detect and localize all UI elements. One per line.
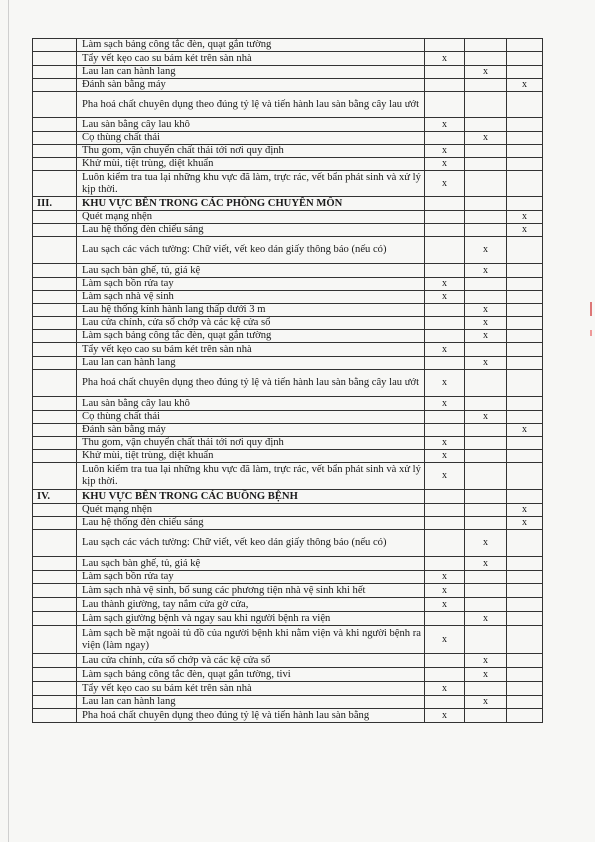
table-row — [33, 291, 543, 304]
frequency-mark-col1 — [425, 39, 465, 52]
task-label: Làm sạch nhà vệ sinh, bổ sung các phương tiện nhà vệ sinh khi hết — [77, 584, 425, 598]
row-number — [33, 264, 77, 278]
frequency-mark-col2: x — [465, 264, 507, 278]
task-label: Luôn kiểm tra tua lại những khu vực đã làm, trực rác, vết bẩn phát sinh và xử lý kịp thời. — [77, 463, 425, 490]
task-label: Thu gom, vận chuyển chất thải tới nơi quy định — [77, 145, 425, 158]
row-number — [33, 437, 77, 450]
table-row — [33, 696, 543, 709]
table-row — [33, 682, 543, 696]
frequency-mark-col3 — [507, 490, 543, 504]
row-number — [33, 278, 77, 291]
row-number — [33, 224, 77, 237]
frequency-mark-col2 — [465, 682, 507, 696]
frequency-mark-col1 — [425, 132, 465, 145]
task-label: Làm sạch bảng công tắc đèn, quạt gắn tường — [77, 330, 425, 343]
table-row — [33, 424, 543, 437]
frequency-mark-col3 — [507, 612, 543, 626]
row-number — [33, 291, 77, 304]
frequency-mark-col2: x — [465, 696, 507, 709]
task-label: Lau thành giường, tay nắm cửa gờ cửa, — [77, 598, 425, 612]
frequency-mark-col1 — [425, 304, 465, 317]
table-row — [33, 517, 543, 530]
frequency-mark-col2 — [465, 463, 507, 490]
cleaning-schedule-table — [32, 38, 543, 723]
task-label: Làm sạch nhà vệ sinh — [77, 291, 425, 304]
task-label: Thu gom, vận chuyển chất thải tới nơi quy định — [77, 437, 425, 450]
frequency-mark-col1 — [425, 490, 465, 504]
task-label: Làm sạch bảng công tắc đèn, quạt gắn tường — [77, 39, 425, 52]
frequency-mark-col3 — [507, 682, 543, 696]
frequency-mark-col2: x — [465, 304, 507, 317]
frequency-mark-col1: x — [425, 571, 465, 584]
frequency-mark-col1 — [425, 224, 465, 237]
frequency-mark-col1: x — [425, 397, 465, 411]
task-label: Làm sạch bồn rửa tay — [77, 278, 425, 291]
task-label: Pha hoá chất chuyên dụng theo đúng tỷ lệ và tiến hành lau sàn bằng cây lau ướt — [77, 92, 425, 118]
frequency-mark-col3 — [507, 278, 543, 291]
frequency-mark-col2 — [465, 171, 507, 197]
frequency-mark-col2 — [465, 291, 507, 304]
frequency-mark-col3 — [507, 317, 543, 330]
frequency-mark-col1: x — [425, 682, 465, 696]
table-row — [33, 557, 543, 571]
task-label: Làm sạch bảng công tắc đèn, quạt gắn tường, tivi — [77, 668, 425, 682]
table-row — [33, 224, 543, 237]
task-label: Luôn kiểm tra tua lại những khu vực đã làm, trực rác, vết bẩn phát sinh và xử lý kịp thời. — [77, 171, 425, 197]
frequency-mark-col3 — [507, 264, 543, 278]
task-label: Lau cửa chính, cửa sổ chớp và các kệ cửa sổ — [77, 654, 425, 668]
task-label: Làm sạch giường bệnh và ngay sau khi người bệnh ra viện — [77, 612, 425, 626]
frequency-mark-col1: x — [425, 158, 465, 171]
frequency-mark-col2 — [465, 504, 507, 517]
frequency-mark-col2 — [465, 370, 507, 397]
frequency-mark-col2 — [465, 424, 507, 437]
frequency-mark-col3 — [507, 668, 543, 682]
frequency-mark-col1: x — [425, 450, 465, 463]
table-row — [33, 668, 543, 682]
frequency-mark-col3 — [507, 654, 543, 668]
table-row — [33, 654, 543, 668]
frequency-mark-col3 — [507, 530, 543, 557]
task-label: Lau hệ thống đèn chiếu sáng — [77, 224, 425, 237]
frequency-mark-col3 — [507, 357, 543, 370]
table-row — [33, 79, 543, 92]
table-row — [33, 370, 543, 397]
task-label: Tẩy vết kẹo cao su bám két trên sàn nhà — [77, 343, 425, 357]
row-number — [33, 52, 77, 66]
frequency-mark-col1 — [425, 66, 465, 79]
frequency-mark-col2: x — [465, 557, 507, 571]
task-label: Lau lan can hành lang — [77, 66, 425, 79]
frequency-mark-col2: x — [465, 668, 507, 682]
row-number — [33, 530, 77, 557]
margin-mark — [590, 330, 592, 336]
frequency-mark-col3: x — [507, 79, 543, 92]
table-row — [33, 304, 543, 317]
frequency-mark-col1 — [425, 317, 465, 330]
frequency-mark-col2: x — [465, 330, 507, 343]
frequency-mark-col1: x — [425, 463, 465, 490]
frequency-mark-col3 — [507, 52, 543, 66]
frequency-mark-col3 — [507, 343, 543, 357]
row-number — [33, 463, 77, 490]
row-number — [33, 171, 77, 197]
frequency-mark-col1 — [425, 668, 465, 682]
row-number — [33, 654, 77, 668]
row-number — [33, 357, 77, 370]
row-number — [33, 66, 77, 79]
frequency-mark-col3 — [507, 709, 543, 723]
frequency-mark-col2 — [465, 118, 507, 132]
section-header-row — [33, 197, 543, 211]
table-row — [33, 158, 543, 171]
row-number — [33, 304, 77, 317]
row-number — [33, 696, 77, 709]
frequency-mark-col2: x — [465, 411, 507, 424]
row-number — [33, 571, 77, 584]
frequency-mark-col3: x — [507, 224, 543, 237]
frequency-mark-col1 — [425, 654, 465, 668]
frequency-mark-col1 — [425, 92, 465, 118]
frequency-mark-col3 — [507, 197, 543, 211]
row-number — [33, 370, 77, 397]
task-label: Lau sạch các vách tường: Chữ viết, vết keo dán giấy thông báo (nếu có) — [77, 530, 425, 557]
row-number — [33, 424, 77, 437]
frequency-mark-col2 — [465, 224, 507, 237]
section-title: KHU VỰC BÊN TRONG CÁC PHÒNG CHUYÊN MÔN — [77, 197, 425, 211]
frequency-mark-col1 — [425, 424, 465, 437]
table-row — [33, 397, 543, 411]
row-number — [33, 411, 77, 424]
task-label: Lau sàn bằng cây lau khô — [77, 118, 425, 132]
frequency-mark-col1 — [425, 557, 465, 571]
frequency-mark-col2 — [465, 52, 507, 66]
table-row — [33, 39, 543, 52]
frequency-mark-col3 — [507, 370, 543, 397]
frequency-mark-col1: x — [425, 278, 465, 291]
frequency-mark-col2 — [465, 197, 507, 211]
row-number — [33, 330, 77, 343]
frequency-mark-col3 — [507, 437, 543, 450]
frequency-mark-col1: x — [425, 171, 465, 197]
frequency-mark-col2 — [465, 709, 507, 723]
row-number — [33, 668, 77, 682]
table-row — [33, 463, 543, 490]
table-row — [33, 530, 543, 557]
table-row — [33, 132, 543, 145]
row-number — [33, 158, 77, 171]
table-row — [33, 278, 543, 291]
frequency-mark-col3 — [507, 557, 543, 571]
frequency-mark-col3 — [507, 304, 543, 317]
frequency-mark-col3 — [507, 450, 543, 463]
row-number — [33, 39, 77, 52]
frequency-mark-col2: x — [465, 66, 507, 79]
row-number — [33, 612, 77, 626]
table-row — [33, 145, 543, 158]
frequency-mark-col2: x — [465, 237, 507, 264]
frequency-mark-col1: x — [425, 709, 465, 723]
table-row — [33, 66, 543, 79]
table-row — [33, 317, 543, 330]
task-label: Lau sạch bàn ghế, tủ, giá kệ — [77, 264, 425, 278]
frequency-mark-col2 — [465, 211, 507, 224]
frequency-mark-col2 — [465, 517, 507, 530]
task-label: Pha hoá chất chuyên dụng theo đúng tỷ lệ và tiến hành lau sàn bằng — [77, 709, 425, 723]
frequency-mark-col3: x — [507, 504, 543, 517]
row-number — [33, 626, 77, 654]
table-row — [33, 626, 543, 654]
frequency-mark-col3 — [507, 237, 543, 264]
row-number — [33, 211, 77, 224]
row-number — [33, 343, 77, 357]
frequency-mark-col2 — [465, 490, 507, 504]
frequency-mark-col1 — [425, 612, 465, 626]
frequency-mark-col2 — [465, 79, 507, 92]
table-row — [33, 118, 543, 132]
frequency-mark-col2: x — [465, 654, 507, 668]
task-label: Pha hoá chất chuyên dụng theo đúng tỷ lệ và tiến hành lau sàn bằng cây lau ướt — [77, 370, 425, 397]
table-row — [33, 437, 543, 450]
task-label: Lau sàn bằng cây lau khô — [77, 397, 425, 411]
frequency-mark-col1 — [425, 79, 465, 92]
frequency-mark-col1: x — [425, 118, 465, 132]
row-number — [33, 317, 77, 330]
frequency-mark-col1 — [425, 237, 465, 264]
frequency-mark-col2: x — [465, 132, 507, 145]
frequency-mark-col1: x — [425, 343, 465, 357]
page-edge-shadow — [8, 0, 9, 842]
frequency-mark-col1: x — [425, 584, 465, 598]
table-row — [33, 411, 543, 424]
row-number — [33, 79, 77, 92]
task-label: Lau hệ thống kính hành lang thấp dưới 3 m — [77, 304, 425, 317]
frequency-mark-col3 — [507, 330, 543, 343]
table-row — [33, 612, 543, 626]
table-row — [33, 52, 543, 66]
frequency-mark-col2: x — [465, 612, 507, 626]
frequency-mark-col3 — [507, 598, 543, 612]
frequency-mark-col3 — [507, 132, 543, 145]
frequency-mark-col1 — [425, 411, 465, 424]
table-row — [33, 598, 543, 612]
table-row — [33, 171, 543, 197]
frequency-mark-col2 — [465, 343, 507, 357]
frequency-mark-col1: x — [425, 52, 465, 66]
task-label: Quét mạng nhện — [77, 504, 425, 517]
row-number — [33, 682, 77, 696]
table-row — [33, 571, 543, 584]
frequency-mark-col3: x — [507, 517, 543, 530]
task-label: Lau cửa chính, cửa sổ chớp và các kệ cửa sổ — [77, 317, 425, 330]
margin-mark — [590, 302, 592, 316]
frequency-mark-col1: x — [425, 626, 465, 654]
frequency-mark-col2 — [465, 39, 507, 52]
frequency-mark-col2 — [465, 584, 507, 598]
frequency-mark-col1 — [425, 696, 465, 709]
table-row — [33, 450, 543, 463]
frequency-mark-col2 — [465, 571, 507, 584]
task-label: Tẩy vết kẹo cao su bám két trên sàn nhà — [77, 52, 425, 66]
frequency-mark-col3 — [507, 171, 543, 197]
task-label: Đánh sàn bằng máy — [77, 424, 425, 437]
table-row — [33, 330, 543, 343]
frequency-mark-col2: x — [465, 357, 507, 370]
frequency-mark-col1 — [425, 211, 465, 224]
frequency-mark-col3 — [507, 66, 543, 79]
frequency-mark-col3: x — [507, 424, 543, 437]
frequency-mark-col1: x — [425, 291, 465, 304]
frequency-mark-col2: x — [465, 530, 507, 557]
frequency-mark-col2 — [465, 92, 507, 118]
frequency-mark-col3 — [507, 145, 543, 158]
frequency-mark-col2 — [465, 397, 507, 411]
frequency-mark-col2 — [465, 145, 507, 158]
table-row — [33, 504, 543, 517]
table-row — [33, 343, 543, 357]
task-label: Làm sạch bề mặt ngoài tủ đồ của người bệnh khi nằm viện và khi người bệnh ra viện (làm ngay) — [77, 626, 425, 654]
row-number — [33, 504, 77, 517]
row-number: IV. — [33, 490, 77, 504]
section-header-row — [33, 490, 543, 504]
frequency-mark-col1 — [425, 197, 465, 211]
table-row — [33, 211, 543, 224]
table-row — [33, 264, 543, 278]
task-label: Cọ thùng chất thải — [77, 132, 425, 145]
frequency-mark-col1 — [425, 530, 465, 557]
row-number — [33, 557, 77, 571]
table-body — [33, 39, 543, 723]
frequency-mark-col3 — [507, 571, 543, 584]
task-label: Lau hệ thống đèn chiếu sáng — [77, 517, 425, 530]
frequency-mark-col2 — [465, 437, 507, 450]
frequency-mark-col3 — [507, 92, 543, 118]
task-label: Đánh sàn bằng máy — [77, 79, 425, 92]
task-label: Cọ thùng chất thải — [77, 411, 425, 424]
frequency-mark-col2 — [465, 598, 507, 612]
frequency-mark-col3: x — [507, 211, 543, 224]
frequency-mark-col2 — [465, 626, 507, 654]
task-label: Khử mùi, tiệt trùng, diệt khuẩn — [77, 450, 425, 463]
frequency-mark-col3 — [507, 411, 543, 424]
frequency-mark-col3 — [507, 626, 543, 654]
frequency-mark-col2 — [465, 278, 507, 291]
row-number — [33, 92, 77, 118]
task-label: Làm sạch bồn rửa tay — [77, 571, 425, 584]
row-number — [33, 709, 77, 723]
table-row — [33, 357, 543, 370]
frequency-mark-col1: x — [425, 437, 465, 450]
row-number — [33, 132, 77, 145]
table-row — [33, 709, 543, 723]
row-number: III. — [33, 197, 77, 211]
task-label: Lau lan can hành lang — [77, 696, 425, 709]
frequency-mark-col3 — [507, 463, 543, 490]
row-number — [33, 598, 77, 612]
frequency-mark-col1 — [425, 504, 465, 517]
table-row — [33, 237, 543, 264]
table-row — [33, 584, 543, 598]
frequency-mark-col2 — [465, 450, 507, 463]
frequency-mark-col1: x — [425, 145, 465, 158]
frequency-mark-col1 — [425, 264, 465, 278]
frequency-mark-col1 — [425, 517, 465, 530]
task-label: Quét mạng nhện — [77, 211, 425, 224]
frequency-mark-col1 — [425, 330, 465, 343]
frequency-mark-col2: x — [465, 317, 507, 330]
frequency-mark-col3 — [507, 696, 543, 709]
row-number — [33, 118, 77, 132]
row-number — [33, 450, 77, 463]
row-number — [33, 517, 77, 530]
section-title: KHU VỰC BÊN TRONG CÁC BUỒNG BỆNH — [77, 490, 425, 504]
frequency-mark-col3 — [507, 584, 543, 598]
frequency-mark-col3 — [507, 39, 543, 52]
frequency-mark-col3 — [507, 291, 543, 304]
task-label: Tẩy vết kẹo cao su bám két trên sàn nhà — [77, 682, 425, 696]
row-number — [33, 584, 77, 598]
task-label: Lau sạch bàn ghế, tủ, giá kệ — [77, 557, 425, 571]
frequency-mark-col3 — [507, 397, 543, 411]
row-number — [33, 237, 77, 264]
frequency-mark-col3 — [507, 158, 543, 171]
frequency-mark-col3 — [507, 118, 543, 132]
frequency-mark-col2 — [465, 158, 507, 171]
table-row — [33, 92, 543, 118]
row-number — [33, 397, 77, 411]
row-number — [33, 145, 77, 158]
task-label: Lau lan can hành lang — [77, 357, 425, 370]
frequency-mark-col1: x — [425, 370, 465, 397]
frequency-mark-col1: x — [425, 598, 465, 612]
task-label: Lau sạch các vách tường: Chữ viết, vết keo dán giấy thông báo (nếu có) — [77, 237, 425, 264]
task-label: Khử mùi, tiệt trùng, diệt khuẩn — [77, 158, 425, 171]
frequency-mark-col1 — [425, 357, 465, 370]
